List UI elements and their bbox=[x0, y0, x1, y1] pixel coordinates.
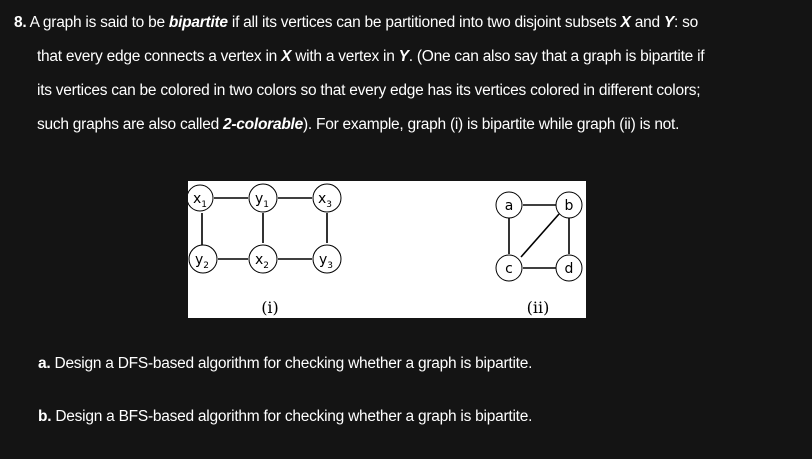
vertex-d-label: d bbox=[564, 261, 574, 277]
text-run: such graphs are also called bbox=[37, 116, 224, 133]
set-y: Y bbox=[663, 14, 674, 31]
problem-line-1 bbox=[14, 14, 698, 32]
text-run: with a vertex in bbox=[291, 48, 399, 65]
problem-line-3: its vertices can be colored in two colors so that every edge has its vertices colored in different colors; bbox=[37, 82, 701, 99]
set-x: X bbox=[281, 48, 292, 65]
problem-number: 8. bbox=[14, 14, 27, 31]
part-b-text: Design a BFS-based algorithm for checking whether a graph is bipartite. bbox=[51, 408, 533, 425]
set-y: Y bbox=[398, 48, 409, 65]
part-b-label: b. bbox=[38, 408, 52, 425]
caption-graph-i: (i) bbox=[261, 298, 279, 317]
set-x: X bbox=[620, 14, 631, 31]
text-run: A graph is said to be bbox=[29, 14, 169, 31]
text-run: that every edge connects a vertex in bbox=[37, 48, 282, 65]
vertex-y1-label: $y_1$ bbox=[255, 191, 270, 210]
vertex-y3-label: $y_3$ bbox=[319, 252, 334, 271]
text-run: if all its vertices can be partitioned into two disjoint subsets bbox=[227, 14, 621, 31]
term-2-colorable: 2-colorable bbox=[223, 116, 303, 133]
part-b bbox=[38, 408, 532, 426]
graph-figure bbox=[188, 181, 586, 318]
graph-figure-svg bbox=[188, 181, 586, 318]
vertex-b-label: b bbox=[564, 198, 574, 214]
vertex-y2-label: $y_2$ bbox=[195, 252, 210, 271]
vertex-x3-label: $x_3$ bbox=[318, 191, 333, 210]
vertex-c-label: c bbox=[505, 261, 513, 277]
text-run: ). For example, graph (i) is bipartite while graph (ii) is not. bbox=[302, 116, 680, 133]
text-run: and bbox=[630, 14, 664, 31]
part-a-label: a. bbox=[38, 355, 51, 372]
vertex-x2-label: $x_2$ bbox=[255, 252, 270, 271]
term-bipartite: bipartite bbox=[168, 14, 228, 31]
text-run: . (One can also say that a graph is bipartite if bbox=[408, 48, 705, 65]
edge-c-b bbox=[521, 214, 559, 257]
vertex-a-label: a bbox=[504, 198, 514, 214]
vertex-x1-label: $x_1$ bbox=[193, 191, 208, 210]
part-a-text: Design a DFS-based algorithm for checking whether a graph is bipartite. bbox=[50, 355, 533, 372]
problem-line-2 bbox=[37, 48, 704, 66]
part-a bbox=[38, 355, 532, 373]
problem-line-4 bbox=[37, 116, 679, 134]
text-run: : so bbox=[673, 14, 698, 31]
caption-graph-ii: (ii) bbox=[526, 298, 550, 317]
